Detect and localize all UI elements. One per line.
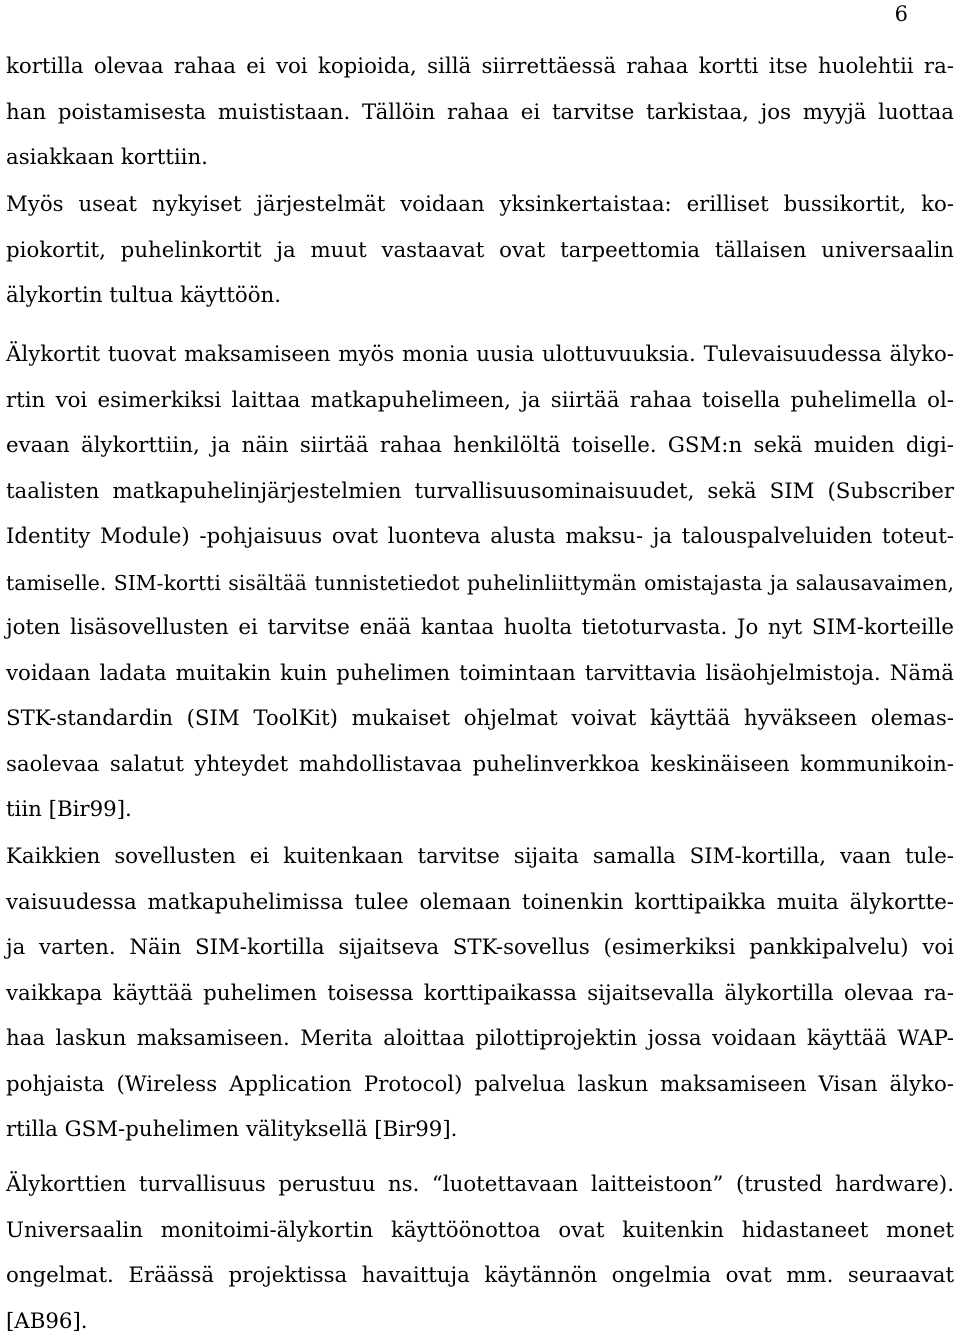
page-number: 6 xyxy=(894,2,908,26)
paragraph-line: [AB96]. xyxy=(6,1308,88,1334)
paragraph-line: ongelmat. Eräässä projektissa havaittuja käytännön ongelmia ovat mm. seuraavat xyxy=(6,1263,954,1288)
paragraph-line: han poistamisesta muististaan. Tällöin rahaa ei tarvitse tarkistaa, jos myyjä luottaa xyxy=(6,99,954,125)
paragraph-line: rtilla GSM-puhelimen välityksellä [Bir99]. xyxy=(6,1117,458,1142)
paragraph-line: Kaikkien sovellusten ei kuitenkaan tarvitse sijaita samalla SIM-kortilla, vaan tule- xyxy=(6,844,954,869)
paragraph-line: tiin [Bir99]. xyxy=(6,797,132,822)
paragraph-line: STK-standardin (SIM ToolKit) mukaiset ohjelmat voivat käyttää hyväkseen olemas- xyxy=(6,706,954,731)
paragraph-line: saolevaa salatut yhteydet mahdollistavaa puhelinverkkoa keskinäiseen kommunikoin- xyxy=(6,751,954,777)
paragraph-line: rtin voi esimerkiksi laittaa matkapuhelimeen, ja siirtää rahaa toisella puhelimella ol- xyxy=(6,387,954,413)
paragraph-line: vaikkapa käyttää puhelimen toisessa korttipaikassa sijaitsevalla älykortilla olevaa ra- xyxy=(6,980,954,1006)
paragraph-line: evaan älykorttiin, ja näin siirtää rahaa henkilöltä toiselle. GSM:n sekä muiden digi- xyxy=(6,433,954,458)
paragraph-line: joten lisäsovellusten ei tarvitse enää kantaa huolta tietoturvasta. Jo nyt SIM-korteille xyxy=(6,615,954,640)
paragraph-line: älykortin tultua käyttöön. xyxy=(6,283,282,308)
paragraph-line: kortilla olevaa rahaa ei voi kopioida, sillä siirrettäessä rahaa kortti itse huolehtii ra- xyxy=(6,54,954,79)
paragraph-line: ja varten. Näin SIM-kortilla sijaitseva STK-sovellus (esimerkiksi pankkipalvelu) voi xyxy=(6,935,954,960)
paragraph-line: tamiselle. SIM-kortti sisältää tunnistetiedot puhelinliittymän omistajasta ja salausavaimen, xyxy=(6,570,954,595)
paragraph-line: pohjaista (Wireless Application Protocol) palvelua laskun maksamiseen Visan älyko- xyxy=(6,1071,954,1097)
paragraph-line: vaisuudessa matkapuhelimissa tulee olemaan toinenkin korttipaikka muita älykortte- xyxy=(6,889,954,915)
paragraph-line: taalisten matkapuhelinjärjestelmien turvallisuusominaisuudet, sekä SIM (Subscriber xyxy=(6,478,954,504)
paragraph-line: Älykortit tuovat maksamiseen myös monia uusia ulottuvuuksia. Tulevaisuudessa älyko- xyxy=(6,342,954,367)
paragraph-line: asiakkaan korttiin. xyxy=(6,145,208,170)
paragraph-line: Älykorttien turvallisuus perustuu ns. “luotettavaan laitteistoon” (trusted hardware). xyxy=(6,1172,954,1197)
paragraph-line: haa laskun maksamiseen. Merita aloittaa pilottiprojektin jossa voidaan käyttää WAP- xyxy=(6,1026,954,1051)
paragraph-line: voidaan ladata muitakin kuin puhelimen toimintaan tarvittavia lisäohjelmistoja. Nämä xyxy=(6,660,954,686)
paragraph-line: Universaalin monitoimi-älykortin käyttöönottoa ovat kuitenkin hidastaneet monet xyxy=(6,1217,954,1243)
paragraph-line: piokortit, puhelinkortit ja muut vastaavat ovat tarpeettomia tällaisen universaalin xyxy=(6,237,954,263)
paragraph-line: Myös useat nykyiset järjestelmät voidaan yksinkertaistaa: erilliset bussikortit, ko- xyxy=(6,192,954,217)
paragraph-line: Identity Module) -pohjaisuus ovat luonteva alusta maksu- ja talouspalveluiden toteut- xyxy=(6,524,954,549)
